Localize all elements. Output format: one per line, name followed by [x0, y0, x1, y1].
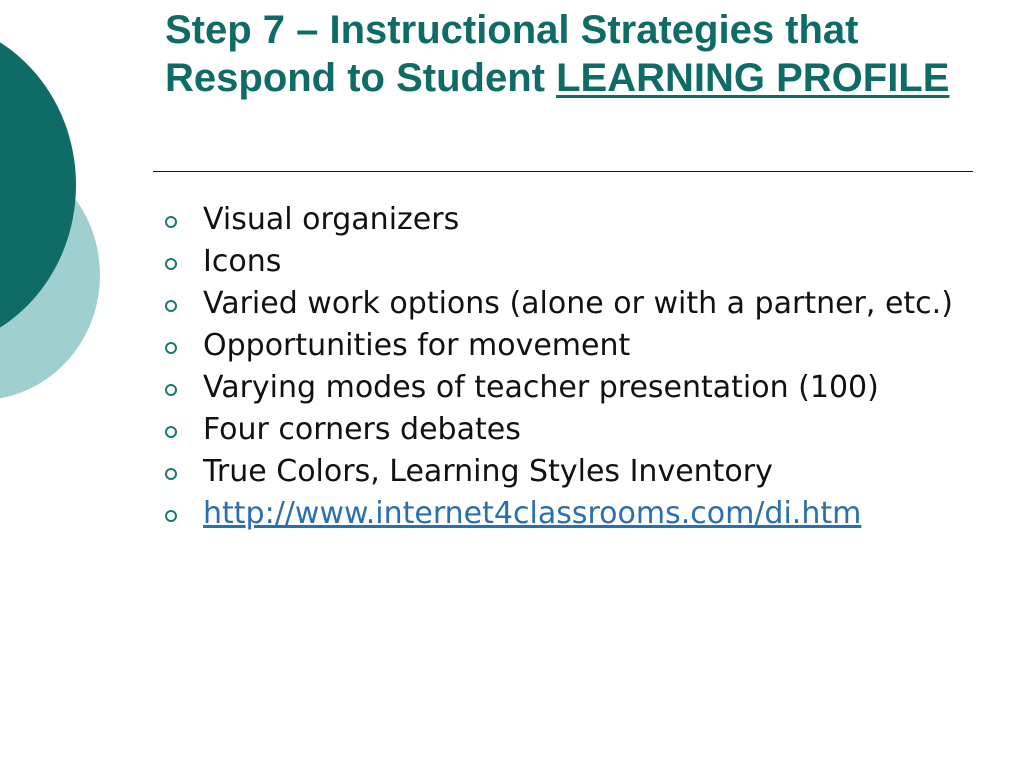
- bullet-item: [165, 413, 955, 447]
- slide-title-text: Step 7 – Instructional Strategies that Respond to Student: [165, 8, 859, 100]
- hollow-circle-bullet-icon: [165, 342, 177, 354]
- bullet-text: Varied work options (alone or with a partner, etc.): [203, 286, 953, 321]
- hollow-circle-bullet-icon: [165, 258, 177, 270]
- internet4classrooms-link[interactable]: http://www.internet4classrooms.com/di.htm: [203, 496, 862, 531]
- bullet-item: [165, 245, 955, 279]
- hollow-circle-bullet-icon: [165, 426, 177, 438]
- bullet-item: [165, 203, 955, 237]
- bullet-list: [165, 203, 955, 539]
- bullet-item: [165, 455, 955, 489]
- hollow-circle-bullet-icon: [165, 384, 177, 396]
- bullet-text: Opportunities for movement: [203, 328, 631, 363]
- title-divider: [153, 171, 973, 172]
- hollow-circle-bullet-icon: [165, 216, 177, 228]
- bullet-item: [165, 329, 955, 363]
- bullet-item-link: [165, 497, 955, 531]
- bullet-text: Varying modes of teacher presentation (100): [203, 370, 879, 405]
- hollow-circle-bullet-icon: [165, 510, 177, 522]
- slide-title: [165, 6, 985, 102]
- hollow-circle-bullet-icon: [165, 300, 177, 312]
- slide-title-underlined: LEARNING PROFILE: [556, 56, 950, 100]
- bullet-item: [165, 371, 955, 405]
- bullet-text: Visual organizers: [203, 202, 460, 237]
- bullet-text: Four corners debates: [203, 412, 521, 447]
- bullet-text: True Colors, Learning Styles Inventory: [203, 454, 773, 489]
- bullet-item: [165, 287, 955, 321]
- bullet-text: Icons: [203, 244, 282, 279]
- hollow-circle-bullet-icon: [165, 468, 177, 480]
